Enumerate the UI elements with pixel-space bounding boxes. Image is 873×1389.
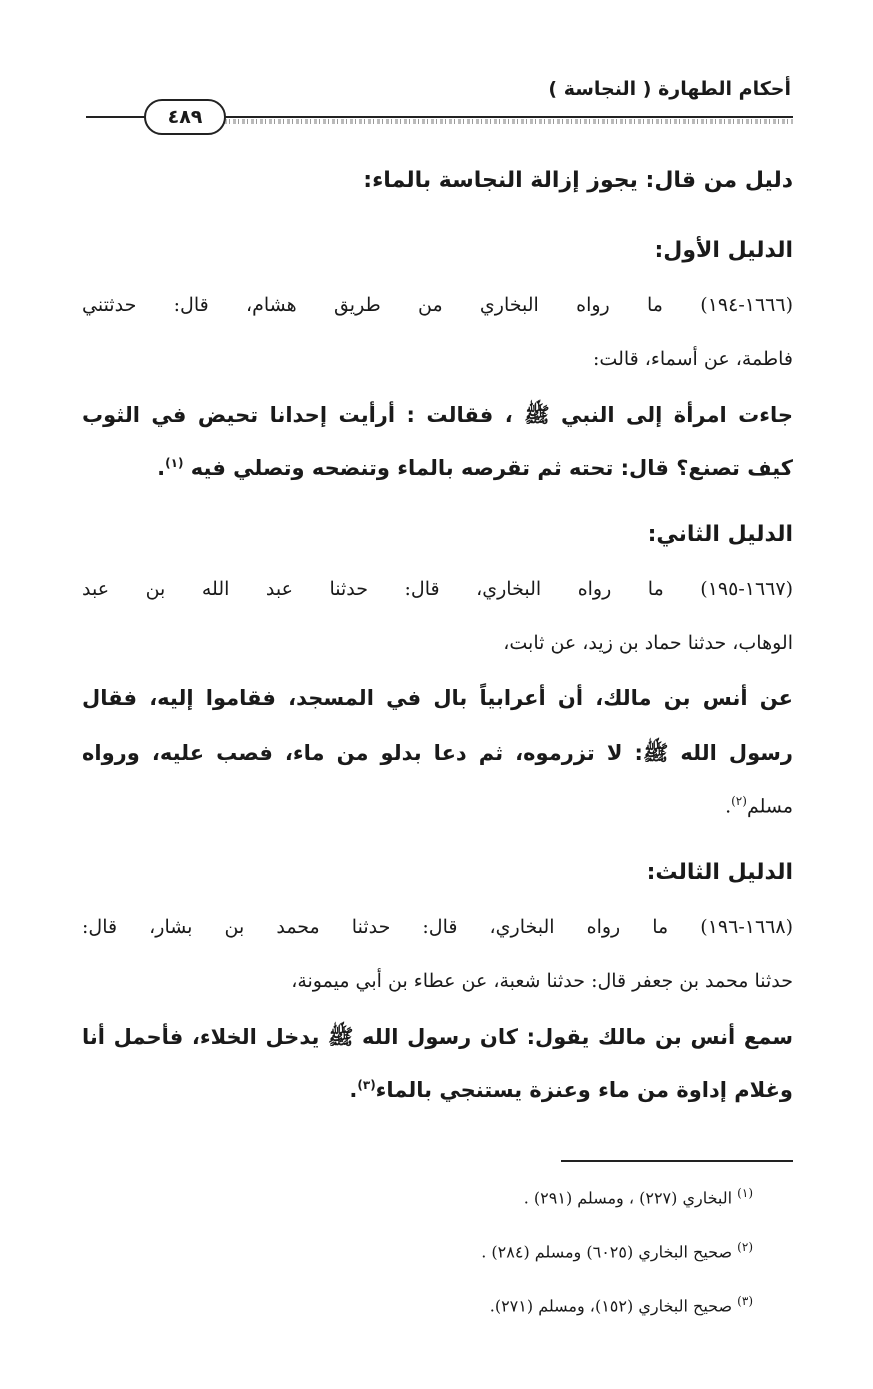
- evidence-2-heading: الدليل الثاني:: [647, 522, 793, 547]
- footnote-ref-1[interactable]: (١): [165, 456, 184, 470]
- section-heading: دليل من قال: يجوز إزالة النجاسة بالماء:: [363, 168, 793, 193]
- evidence-3-heading: الدليل الثالث:: [646, 860, 793, 885]
- page-number: ٤٨٩: [144, 99, 226, 135]
- evidence-1-matn-line-2: كيف تصنع؟ قال: تحته ثم تقرصه بالماء وتنضحه وتصلي فيه $^{(١)}$.: [157, 456, 793, 480]
- footnote-rule: [561, 1160, 793, 1162]
- header-ornament: [215, 119, 793, 124]
- evidence-2-isnad-line-1: (١٦٦٧-١٩٥) ما رواه البخاري، قال: حدثنا عبد الله بن عبد: [82, 578, 793, 600]
- running-title: أحكام الطهارة ( النجاسة ): [548, 78, 791, 100]
- evidence-3-isnad-line-2: حدثنا محمد بن جعفر قال: حدثنا شعبة، عن عطاء بن أبي ميمونة،: [291, 970, 793, 992]
- evidence-2-matn-line-3: مسلم$^{(٢)}$.: [725, 794, 793, 818]
- evidence-2-matn-line-2: رسول الله ﷺ: لا تزرموه، ثم دعا بدلو من ماء، فصب عليه، ورواه: [82, 741, 793, 765]
- evidence-1-isnad-line-2: فاطمة، عن أسماء، قالت:: [593, 348, 793, 370]
- evidence-1-matn-line-1: جاءت امرأة إلى النبي ﷺ ، فقالت : أرأيت إحدانا تحيض في الثوب: [82, 403, 793, 427]
- evidence-2-isnad-line-2: الوهاب، حدثنا حماد بن زيد، عن ثابت،: [503, 632, 793, 654]
- footnote-3: $^{(٣)}$ صحيح البخاري (١٥٢)، ومسلم (٢٧١).: [489, 1294, 753, 1316]
- evidence-3-matn-line-2: وغلام إداوة من ماء وعنزة يستنجي بالماء$^{(٣)}$.: [349, 1078, 793, 1102]
- footnote-2: $^{(٢)}$ صحيح البخاري (٦٠٢٥) ومسلم (٢٨٤) .: [481, 1240, 753, 1262]
- footnote-1: $^{(١)}$ البخاري (٢٢٧) ، ومسلم (٢٩١) .: [523, 1186, 753, 1208]
- evidence-1-isnad-line-1: (١٦٦٦-١٩٤) ما رواه البخاري من طريق هشام، قال: حدثتني: [82, 294, 793, 316]
- footnote-ref-2[interactable]: (٢): [731, 794, 747, 808]
- evidence-1-heading: الدليل الأول:: [654, 238, 793, 263]
- footnote-ref-3[interactable]: (٣): [357, 1078, 376, 1092]
- evidence-3-isnad-line-1: (١٦٦٨-١٩٦) ما رواه البخاري، قال: حدثنا محمد بن بشار، قال:: [82, 916, 793, 938]
- evidence-3-matn-line-1: سمع أنس بن مالك يقول: كان رسول الله ﷺ يدخل الخلاء، فأحمل أنا: [82, 1025, 793, 1049]
- evidence-2-matn-line-1: عن أنس بن مالك، أن أعرابياً بال في المسجد، فقاموا إليه، فقال: [82, 686, 793, 710]
